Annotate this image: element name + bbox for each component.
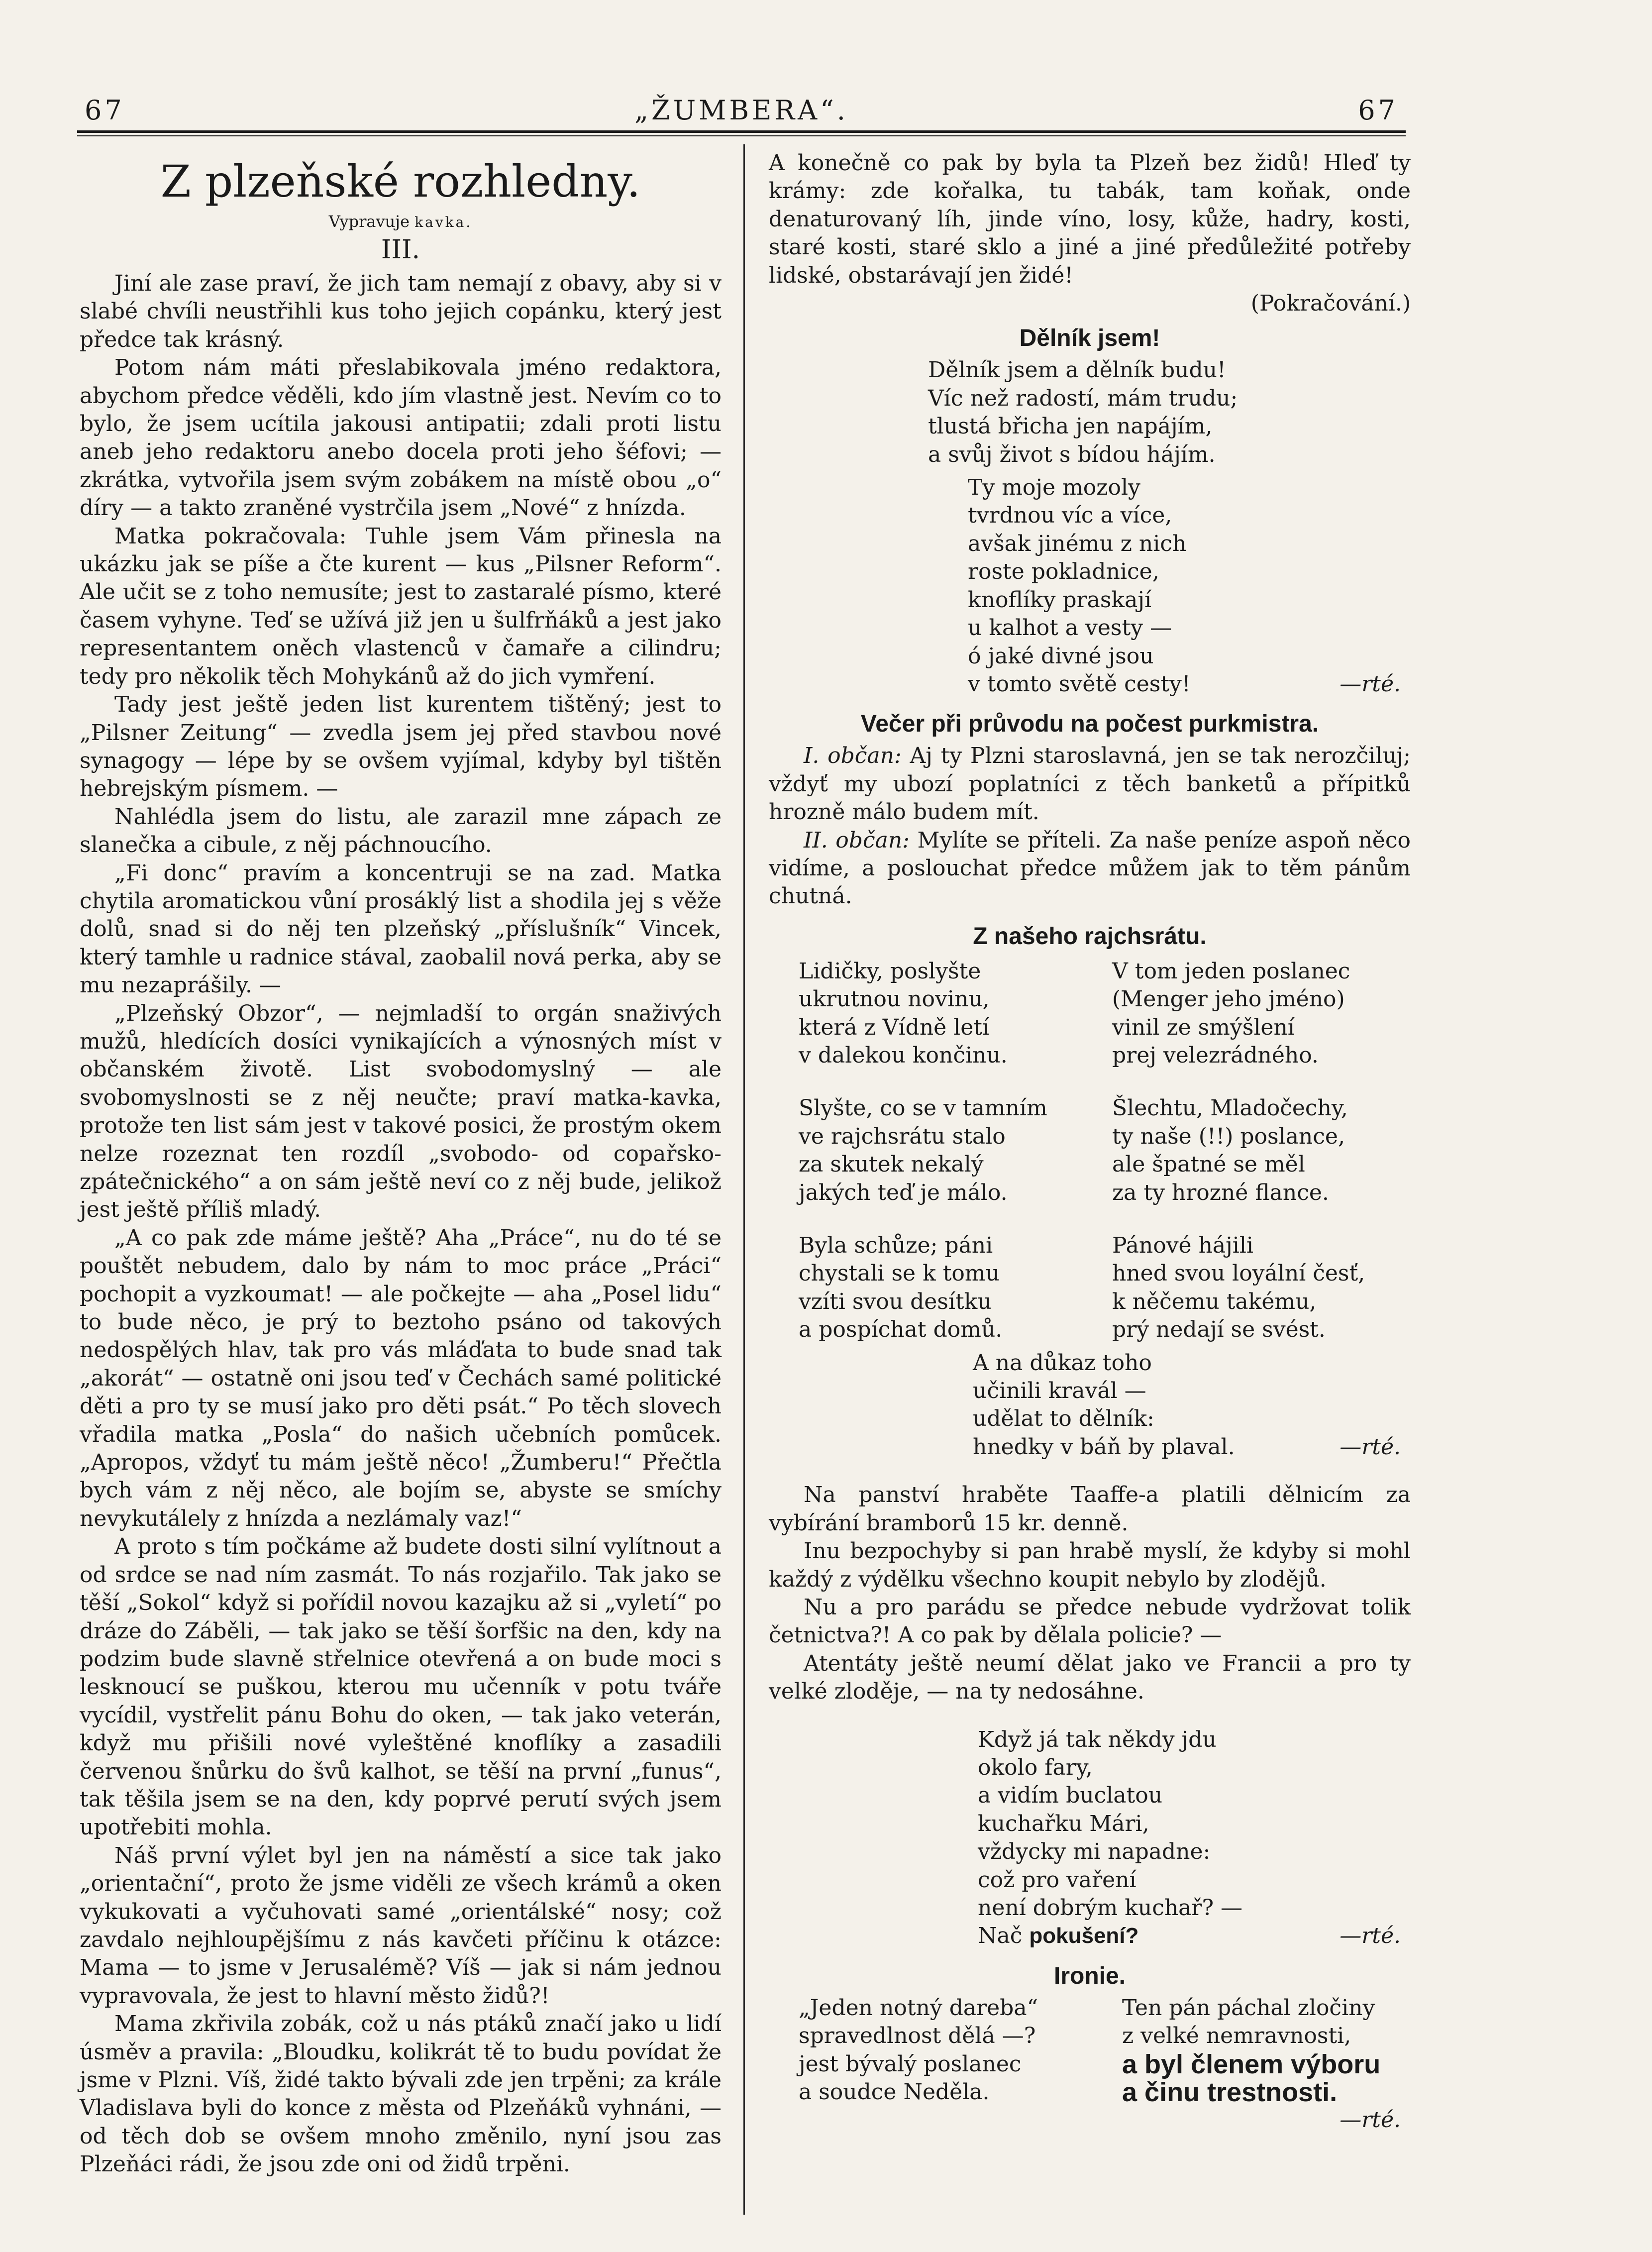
poem-title-rajchsrat: Z našeho rajchsrátu. [973, 923, 1207, 950]
paragraph: Tady jest ještě jeden list kurentem tištěný; jest to „Pilsner Zeitung“ — zvedla jsem jej před stavbou nové synagogy — lépe by se ovšem vyjímal, kdyby byl tištěn hebrejským písmem. — [80, 692, 722, 802]
header-rule-bottom [77, 135, 1406, 136]
poem-line: v dalekou končinu. [799, 1042, 1008, 1068]
poem-line: knoflíky praskají [968, 587, 1152, 613]
poem-line: za ty hrozné flance. [1112, 1180, 1329, 1205]
poem-line: udělat to dělník: [973, 1406, 1154, 1432]
poem-line: a pospíchat domů. [799, 1317, 1003, 1343]
poem-line: Ty moje mozoly [968, 475, 1140, 501]
paragraph: „A co pak zde máme ještě? Aha „Práce“, nu do té se pouštět nebudem, dalo by nám to moc práce „Práci“ pochopit a vyzkoumat! — ale počkejte — aha „Posel lidu“ to bude něco, je prý to beztoho psáno od takových nedospělých hlav, tak pro vás mláďata to bude snad tak „akorát“ — ostatně oni jsou teď v Čechách samé politické děti a pro ty se musí jako pro děti psát.“ Po těch slovech vřadila matka „Posla“ do našich učebních pomůcek. „Apropos, vždyť tu mám ještě něco! „Žumberu!“ Přečtla bych vám z něj něco, ale bojím se, abyste se smíchy nevykutálely z hnízda a nezlámaly vaz!“ [80, 1225, 722, 1531]
paragraph: Mama zkřivila zobák, což u nás ptáků značí jako u lidí úsměv a pravila: „Bloudku, kolikrát tě to budu povídat že jsme v Plzni. Víš, židé takto bývali zde jen trpěni; za krále Vladislava byli do konce z města od Plzeňáků vyhnáni, — od těch dob se ovšem mnoho změnilo, nyní jsou zas Plzeňáci rádi, že jsou zde oni od židů trpěni. [80, 2011, 722, 2177]
poem-line: učinili kravál — [973, 1378, 1146, 1404]
poem-line: tlustá břicha jen napájím, [928, 414, 1213, 439]
poem-line: jakých teď je málo. [799, 1180, 1008, 1205]
speaker-1: I. občan: [804, 743, 902, 769]
poem-line: chystali se k tomu [799, 1261, 1000, 1287]
stanza [799, 1232, 1077, 1344]
page-number-left: 67 [85, 95, 125, 126]
poem-line: A na důkaz toho [973, 1350, 1152, 1376]
header-rule-top [77, 130, 1406, 133]
poem-line: Dělník jsem a dělník budu! [928, 357, 1226, 383]
section-number: III. [381, 235, 420, 265]
poem-line: okolo fary, [978, 1754, 1093, 1780]
poem-column-2 [1112, 958, 1391, 1344]
speech-2: Mylíte se příteli. Za naše peníze aspoň něco vidíme, a poslouchat předce můžem jak to těm pánům chutná. [769, 827, 1411, 909]
journal-title: „ŽUMBERA“. [634, 95, 848, 126]
poem-line: za skutek nekalý [799, 1152, 984, 1178]
poem-line: ale špatné se měl [1112, 1152, 1305, 1178]
byline-author: kavka. [414, 214, 473, 230]
signature: —rté. [1340, 1923, 1401, 1949]
poem-kucharka [978, 1726, 1411, 1950]
poem-delnik-stanza1 [928, 356, 1411, 469]
dialogue-line-2 [769, 827, 1411, 911]
poem-line-prefix: Nač [978, 1923, 1023, 1949]
speech-1: Aj ty Plzni staroslavná, jen se tak nerozčiluj; vždyť my ubozí poplatníci z těch banketů a přípitků hrozně málo budem mít. [769, 743, 1411, 825]
poem-line: Byla schůze; páni [799, 1233, 993, 1259]
poem-line: z velké nemravnosti, [1122, 2023, 1351, 2049]
poem-line: a soudce Neděla. [799, 2079, 990, 2105]
poem-line: není dobrým kuchař? — [978, 1895, 1243, 1921]
poem-line: Slyšte, co se v tamním [799, 1095, 1047, 1121]
paragraph: Jiní ale zase praví, že jich tam nemají z obavy, aby si v slabé chvíli neustřihli kus toho jejich copánku, který jest předce tak krásný. [80, 271, 722, 352]
poem-line: Šlechtu, Mladočechy, [1112, 1095, 1348, 1121]
poem-line: kuchařku Mári, [978, 1811, 1149, 1836]
spacer [769, 1461, 1411, 1481]
stanza [1112, 1232, 1391, 1344]
poem-column-2 [1122, 1994, 1401, 2107]
signature: —rté. [1340, 2107, 1401, 2133]
poem-line: což pro vaření [978, 1867, 1136, 1893]
page-header [85, 85, 1398, 129]
column-divider [743, 144, 745, 2215]
poem-line: (Menger jeho jméno) [1112, 986, 1345, 1012]
intro-paragraph: A konečně co pak by byla ta Plzeň bez židů! Hleď ty krámy: zde kořalka, tu tabák, tam koňak, onde denaturovaný líh, jinde víno, losy, kůže, hadry, kosti, staré kosti, staré sklo a jiné a jiné předůležité potřeby lidské, obstarávají jen židé! [769, 150, 1411, 288]
poem-line: hnedky v báň by plaval. [973, 1434, 1235, 1460]
poem-line: a svůj život s bídou hájím. [928, 441, 1216, 467]
poem-line: ty naše (!!) poslance, [1112, 1123, 1345, 1149]
left-column [80, 149, 722, 2179]
paragraph: „Plzeňský Obzor“, — nejmladší to orgán snaživých mužů, hledících dosíci vynikajících a výnosných míst v občanském životě. List svobodomyslný — ale svobomyslnosti se z něj neučte; praví matka-kavka, protože ten list sám jest v takové posici, že prostým okem nelze rozeznat ten rozdíl „svobodo- od copařsko-zpátečnického“ a on sám ještě neví co z něj bude, jelikož jest ještě příliš mladý. [80, 1000, 722, 1223]
poem-line: prý nedají se svést. [1112, 1317, 1326, 1343]
poem-line-bold: a činu trestnosti. [1122, 2077, 1338, 2108]
taaffe-paragraph: Nu a pro parádu se předce nebude vydržovat tolik četnictva?! A co pak by dělala policie? — [769, 1594, 1411, 1648]
poem-title-delnik: Dělník jsem! [1019, 325, 1160, 352]
poem-line: tvrdnou víc a více, [968, 503, 1172, 529]
poem-line: ó jaké divné jsou [968, 643, 1154, 669]
paragraph: Matka pokračovala: Tuhle jsem Vám přinesla na ukázku jak se píše a čte kurent — kus „Pilsner Reform“. Ale učit se z toho nemusíte; jest to zastaralé písmo, které časem vyhyne. Teď se užívá již jen u šulfrňáků a jest jako representantem oněch vlastenců v čamaře a cilindru; tedy pro několik těch Mohykánů až do jich vymření. [80, 523, 722, 689]
article-title: Z plzeňské rozhledny. [160, 156, 641, 207]
poem-line: Ten pán páchal zločiny [1122, 1995, 1375, 2021]
stanza [799, 1094, 1077, 1207]
speaker-2: II. občan: [804, 827, 910, 853]
poem-line: Víc než radostí, mám trudu; [928, 385, 1238, 411]
poem-column-1 [799, 1994, 1107, 2107]
paragraph: Nahlédla jsem do listu, ale zarazil mne zápach ze slanečka a cibule, z něj páchnoucího. [80, 804, 722, 858]
taaffe-paragraph: Inu bezpochyby si pan hrabě myslí, že kdyby si mohl každý z výdělku všechno koupit nebylo by zlodějů. [769, 1538, 1411, 1592]
poem-line: ukrutnou novinu, [799, 986, 990, 1012]
poem-line: Lidičky, poslyšte [799, 958, 981, 984]
byline [80, 209, 722, 235]
paragraph: Náš první výlet byl jen na náměstí a sice tak jako „orientační“, proto že jsme viděli ze všech krámů a oken vykukovati a vyčuhovati samé „orientálské“ nosy; což zavdalo nejhloupějšímu z nás kavčeti příčinu k otázce: Mama — to jsme v Jerusalémě? Víš — jak si nám jednou vypravovala, že jest to hlavní město židů?! [80, 1842, 722, 2009]
poem-line: a vidím buclatou [978, 1783, 1163, 1809]
poem-line: k něčemu takému, [1112, 1288, 1317, 1314]
poem-line: avšak jinému z nich [968, 531, 1187, 556]
dialogue-line-1 [769, 742, 1411, 826]
section-title-vecer: Večer při průvodu na počest purkmistra. [860, 711, 1319, 738]
poem-line: Když já tak někdy jdu [978, 1726, 1217, 1752]
poem-line: v tomto světě cesty! [968, 671, 1191, 697]
poem-line: V tom jeden poslanec [1112, 958, 1350, 984]
signature: —rté. [1340, 671, 1401, 697]
paragraph: „Fi donc“ pravím a koncentruji se na zad. Matka chytila aromatickou vůní prosáklý list a shodila jej s věže dolů, snad si do něj ten plzeňský „příslušník“ Vincek, který tamhle u radnice stával, zaobalil nová perka, aby se mu nezaprášily. — [80, 860, 722, 998]
signature: —rté. [1340, 1434, 1401, 1460]
poem-line: „Jeden notný dareba“ [799, 1995, 1038, 2021]
poem-column-1 [799, 958, 1077, 1344]
poem-delnik-stanza2 [968, 474, 1411, 698]
taaffe-paragraph: Atentáty ještě neumí dělat jako ve Francii a pro ty velké zloděje, — na ty nedosáhne. [769, 1650, 1411, 1705]
to-be-continued: (Pokračování.) [1250, 291, 1411, 317]
poem-line: spravedlnost dělá —? [799, 2023, 1036, 2049]
stanza [799, 958, 1077, 1070]
poem-rajchsrat-columns [799, 958, 1391, 1344]
poem-line: roste pokladnice, [968, 559, 1159, 585]
paragraph: Potom nám máti přeslabikovala jméno redaktora, abychom předce věděli, kdo jím vlastně jest. Nevím co to bylo, že jsem ucítila jakousi antipatii; zdali proti listu aneb jeho redaktoru anebo docela proti jeho šéfovi; — zkrátka, vytvořila jsem svým zobákem na místě obou „o“ díry — a takto zraněné vystrčila jsem „Nové“ z hnízda. [80, 355, 722, 521]
poem-line-bold: pokušení? [1029, 1924, 1139, 1948]
poem-line: která z Vídně letí [799, 1014, 990, 1040]
paragraph: A proto s tím počkáme až budete dosti silní vylítnout a od srdce se nad ním zasmát. To nás rozjařilo. Tak jako se těší „Sokol“ když si pořídil novou kazajku až si „vyletí“ po dráze do Záběli, — tak jako se těší šorfšic na den, kdy na podzim bude slavně střelnice otevřená a on bude moci s lesknoucí se puškou, kterou mu učenník v potu tváře vycídil, vystřelit pánu Bohu do oken, — tak jako veterán, když mu přišili nové vyleštěné knoflíky a zasadili červenou šnůrku do švů kalhot, se těší na první „funus“, tak těšila jsem se na den, kdy poprvé perutí svých jsem upotřebiti mohla. [80, 1534, 722, 1840]
poem-line: ve rajchsrátu stalo [799, 1123, 1006, 1149]
poem-line: prej velezrádného. [1112, 1042, 1319, 1068]
page-number-right: 67 [1358, 95, 1398, 126]
poem-line-bold: a byl členem výboru [1122, 2049, 1381, 2079]
poem-line: vinil ze smýšlení [1112, 1014, 1295, 1040]
taaffe-paragraph: Na panství hraběte Taaffe-a platili dělnicím za vybírání bramborů 15 kr. denně. [769, 1482, 1411, 1536]
poem-line: jest bývalý poslanec [799, 2051, 1022, 2077]
poem-line: vždycky mi napadne: [978, 1839, 1211, 1865]
stanza [1112, 1094, 1391, 1207]
poem-line: Pánové hájili [1112, 1233, 1254, 1259]
byline-prefix: Vypravuje [328, 212, 410, 231]
stanza [1112, 958, 1391, 1070]
poem-line: vzíti svou desítku [799, 1288, 992, 1314]
poem-ironie-columns [799, 1994, 1401, 2107]
right-column [769, 149, 1411, 2135]
poem-line: hned svou loyální česť, [1112, 1261, 1365, 1287]
poem-line: u kalhot a vesty — [968, 615, 1172, 641]
poem-title-ironie: Ironie. [1053, 1962, 1126, 1989]
